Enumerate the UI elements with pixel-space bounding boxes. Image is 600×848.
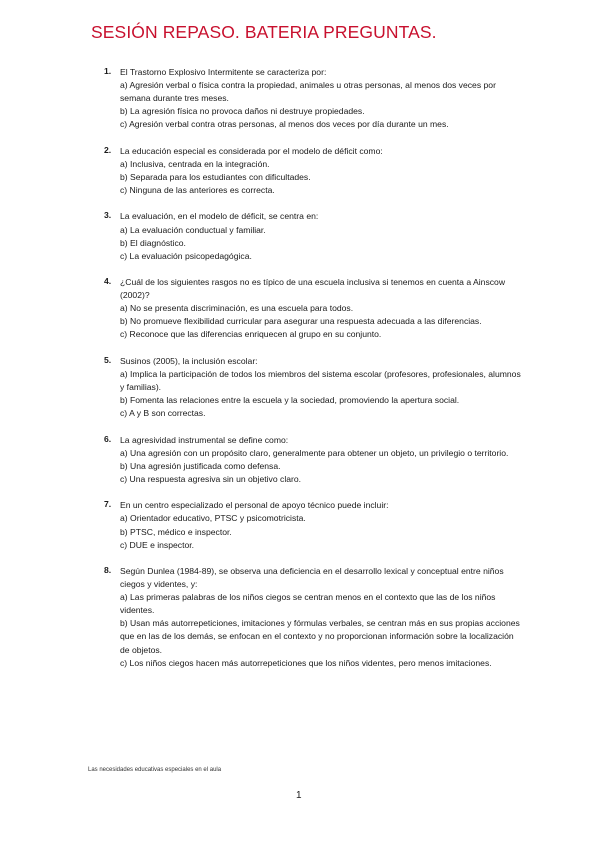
option-c: c) Los niños ciegos hacen más autorrepeticiones que los niños videntes, pero menos imitaciones. xyxy=(120,657,492,668)
option-c: c) DUE e inspector. xyxy=(120,539,195,550)
option-a: a) Las primeras palabras de los niños ciegos se centran menos en el contexto que las de los niños videntes. xyxy=(120,592,496,616)
option-a: a) No se presenta discriminación, es una escuela para todos. xyxy=(120,303,354,314)
question-number: 4. xyxy=(104,276,112,287)
option-c: c) Reconoce que las diferencias enriquecen al grupo en su conjunto. xyxy=(120,329,382,340)
question-text: La agresividad instrumental se define como: xyxy=(120,434,289,445)
question-text: El Trastorno Explosivo Intermitente se caracteriza por: xyxy=(120,67,327,77)
question-text: La evaluación, en el modelo de déficit, se centra en: xyxy=(120,211,319,222)
question-8 xyxy=(104,565,524,670)
option-b: b) Fomenta las relaciones entre la escuela y la sociedad, promoviendo la apertura social. xyxy=(120,395,460,406)
option-b: b) PTSC, médico e inspector. xyxy=(120,526,232,537)
document-title: SESIÓN REPASO. BATERIA PREGUNTAS. xyxy=(91,22,437,42)
question-5 xyxy=(104,355,524,420)
option-a: a) Una agresión con un propósito claro, generalmente para obtener un objeto, un privilegio o territorio. xyxy=(120,447,509,458)
option-a: a) Orientador educativo, PTSC y psicomotricista. xyxy=(120,513,306,524)
option-a: a) Implica la participación de todos los miembros del sistema escolar (profesores, profesionales, alumnos y familias). xyxy=(120,368,521,393)
page-number: 1 xyxy=(296,790,302,801)
question-text: En un centro especializado el personal de apoyo técnico puede incluir: xyxy=(120,500,389,511)
question-text: La educación especial es considerada por el modelo de déficit como: xyxy=(120,145,383,156)
option-b: b) El diagnóstico. xyxy=(120,237,186,248)
question-number: 6. xyxy=(104,433,112,444)
question-1 xyxy=(104,66,524,131)
question-number: 5. xyxy=(104,354,112,365)
option-c: c) Una respuesta agresiva sin un objetivo claro. xyxy=(120,473,302,484)
question-text: ¿Cuál de los siguientes rasgos no es típico de una escuela inclusiva si tenemos en cuenta a Ainscow (2002)? xyxy=(120,277,506,301)
option-c: c) Ninguna de las anteriores es correcta. xyxy=(120,185,275,196)
question-number: 1. xyxy=(104,66,112,76)
option-b: b) Una agresión justificada como defensa. xyxy=(120,460,281,471)
question-text: Según Dunlea (1984-89), se observa una deficiencia en el desarrollo lexical y conceptual entre niños ciegos y videntes, y: xyxy=(120,565,504,590)
option-c: c) La evaluación psicopedagógica. xyxy=(120,250,252,261)
option-c: c) Agresión verbal contra otras personas, al menos dos veces por día durante un mes. xyxy=(120,119,449,130)
question-text: Susinos (2005), la inclusión escolar: xyxy=(120,355,258,366)
question-7 xyxy=(104,499,524,551)
question-number: 7. xyxy=(104,499,112,510)
question-6 xyxy=(104,434,524,486)
question-4 xyxy=(104,276,524,341)
option-b: b) La agresión física no provoca daños ni destruye propiedades. xyxy=(120,106,365,117)
option-a: a) Agresión verbal o física contra la propiedad, animales u otras personas, al menos dos veces por semana durante tres meses. xyxy=(120,80,496,104)
question-2 xyxy=(104,145,524,197)
option-a: a) Inclusiva, centrada en la integración. xyxy=(120,158,270,169)
option-b: b) No promueve flexibilidad curricular para asegurar una respuesta adecuada a las diferencias. xyxy=(120,316,482,327)
question-number: 3. xyxy=(104,210,112,221)
option-b: b) Separada para los estudiantes con dificultades. xyxy=(120,171,311,182)
question-list xyxy=(104,66,524,670)
page-footer: Las necesidades educativas especiales en el aula xyxy=(88,767,222,773)
question-number: 2. xyxy=(104,144,112,155)
option-b: b) Usan más autorrepeticiones, imitaciones y fórmulas verbales, se centran más en sus propias acciones que en las de los demás, se enfocan en el contexto y no proporcionan información sobre la localización de objetos. xyxy=(120,618,520,655)
option-a: a) La evaluación conductual y familiar. xyxy=(120,224,266,235)
question-number: 8. xyxy=(104,564,112,575)
question-3 xyxy=(104,210,524,262)
option-c: c) A y B son correctas. xyxy=(120,408,206,419)
